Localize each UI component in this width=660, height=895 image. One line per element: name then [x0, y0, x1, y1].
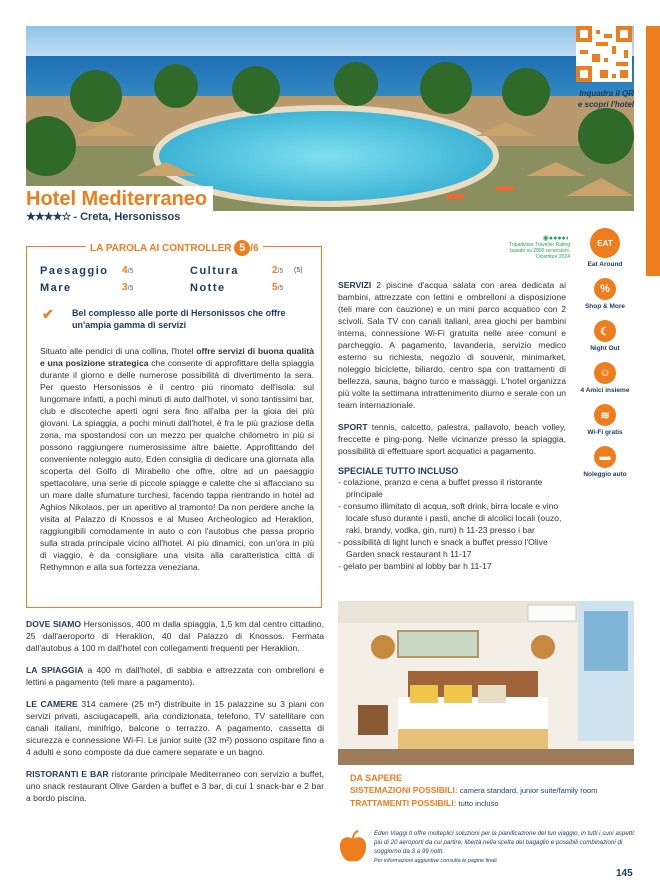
rating-label: Cultura	[190, 264, 239, 277]
camere-paragraph	[26, 698, 324, 758]
controller-heading-text: LA PAROLA AI CONTROLLER	[90, 243, 232, 254]
qr-code[interactable]	[576, 26, 632, 82]
page-number: 145	[616, 868, 633, 879]
star-rating: ★★★★☆	[26, 211, 71, 223]
spiaggia-label: LA SPIAGGIA	[26, 665, 84, 675]
rating-value-max: /5	[277, 285, 284, 292]
friends-icon: ☺	[594, 362, 616, 384]
note-text: Eden Viaggi ti offre molteplici soluzioni per la pianificazione del tuo viaggio, in tutti i suoi aspetti: più di 20 aeroporti da cui partire, libertà nella scelta del bagaglio e possibili combinazioni di soggiorno da 3 a 99 notti.	[374, 830, 636, 855]
camere-label: LE CAMERE	[26, 699, 78, 709]
rating-value	[122, 282, 190, 293]
da-sapere-title: DA SAPERE	[350, 773, 403, 783]
wifi-icon: ≋	[594, 404, 616, 426]
hero-pool-photo	[26, 26, 634, 211]
controller-highlight: Bel complesso alle porte di Hersonissos che offre un'ampia gamma di servizi	[72, 308, 286, 330]
servizi-text: 2 piscine d'acqua salata con area dedicata ai bambini, attrezzate con lettini e ombrelloni a disposizione (teli mare con cauzione) e un mini parco acquatico con 2 scivoli. Sala TV con canali italiani, area giochi per bambini interna, connessione Wi-Fi gratuita nelle aree comuni e parcheggio. A pagamento, lavanderia, servizio medico esterno su richiesta, negozio di souvenir, minimarket, noleggio biciclette, biliardo, centro spa con trattamenti di bellezza, sauna, bagno turco e massaggi. L'hotel organizza più volte la settimana intrattenimento diurno e serale con un team internazionale.	[338, 280, 566, 410]
hotel-location: - Creta, Hersonissos	[73, 211, 181, 223]
ratings-grid	[40, 262, 320, 296]
tripadvisor-bubbles-icon: ◉●●●●◐	[542, 235, 570, 242]
check-icon: ✔	[42, 306, 54, 322]
trattamenti-value: tutto incluso	[456, 799, 499, 808]
dove-siamo-paragraph	[26, 618, 324, 654]
sport-text: tennis, calcetto, palestra, pallavolo, beach volley, freccette e ping-pong. Nelle vicinanze presso la spiaggia, possibilità di effettuare sport acquatici a pagamento.	[338, 422, 566, 456]
sistemazioni-row	[350, 784, 634, 797]
tutto-incluso-title: SPECIALE TUTTO INCLUSO	[338, 466, 459, 476]
servizi-label: SERVIZI	[338, 280, 372, 290]
controller-heading	[86, 240, 263, 256]
controller-score-badge: 5	[234, 240, 250, 256]
spiaggia-paragraph	[26, 664, 324, 688]
rating-value-number: 3	[122, 282, 128, 293]
rating-value-max: /5	[127, 268, 134, 275]
rating-value-number: 5	[272, 282, 278, 293]
qr-caption-line1: Inquadra il QR	[579, 89, 634, 98]
rating-row	[40, 279, 320, 296]
feature-shop	[579, 278, 631, 310]
feature-friends	[579, 362, 631, 394]
rating-extra: (5)	[294, 267, 303, 274]
controller-score-of: /6	[250, 243, 259, 254]
rating-label: Notte	[190, 281, 226, 294]
qr-caption-line2: e scopri l'hotel	[577, 100, 634, 109]
sport-label: SPORT	[338, 422, 368, 432]
features-column	[579, 228, 631, 488]
rating-value-max: /5	[277, 268, 284, 275]
rating-value-max: /5	[127, 285, 134, 292]
trattamenti-label: TRATTAMENTI POSSIBILI:	[350, 798, 457, 808]
apple-icon	[337, 830, 369, 864]
list-item: - possibilità di light lunch e snack a buffet presso l'Olive Garden snack restaurant h 11-17	[338, 537, 548, 559]
spiaggia-text: a 400 m dall'hotel, di sabbia e attrezzata con ombrelloni e lettini a pagamento (teli mare a pagamento).	[26, 665, 325, 687]
list-item: - colazione, pranzo e cena a buffet presso il ristorante principale	[338, 477, 543, 499]
tutto-incluso-list	[338, 476, 566, 572]
dove-siamo-label: DOVE SIAMO	[26, 619, 82, 629]
tripadvisor-rating	[496, 236, 570, 260]
services-column	[338, 279, 566, 572]
list-item: - consumo illimitato di acqua, soft drink, birra locale e vino locale sfuso durante i pasti, anche di alcolici locali (ouzo, raki, brandy, vodka, gin, rum) h 11-23 presso i bar	[338, 501, 562, 535]
list-item: - gelato per bambini al lobby bar h 11-17	[338, 561, 492, 571]
ristoranti-text: ristorante principale Mediterraneo con servizio a buffet, uno snack restaurant Olive Garden a buffet e 3 bar, di cui 1 snack-bar e 2 bar a bordo piscina.	[26, 769, 324, 803]
da-sapere	[350, 772, 634, 810]
hotel-description	[40, 345, 314, 573]
feature-label: Noleggio auto	[583, 471, 627, 478]
servizi-paragraph	[338, 279, 566, 411]
car-icon: ▬	[594, 446, 616, 468]
qr-caption	[560, 88, 634, 110]
eat-around-icon: EAT	[590, 228, 620, 258]
feature-label: Night Out	[590, 345, 620, 352]
rating-label: Mare	[40, 281, 72, 294]
shopping-bag-icon: %	[594, 278, 616, 300]
feature-label: Shop & More	[584, 303, 626, 310]
description-text: che consente di approfittare della spiaggia durante il giorno e delle numerose possibilità di divertimento la sera. Per questo Hersonissos è il centro più rinomato dell'isola: sul lungomare infatti, a pochi minuti di auto dall'hotel, vi sono tantissimi bar, club e discoteche aperti ogni sera fino all'alba per la gioia dei più giovani. La spiaggia, a pochi minuti dall'hotel, è fra le più graziose della zona, ma spostandosi con un mezzo per qualche chilometro in più si possono raggiungere numerosissime altre baiette. Approfittando del conveniente noleggio auto, Eden consiglia di dedicare una giornata alla scoperta del Golfo di Mirabello che offre, oltre ad un paesaggio spettacolare, una serie di piccole spiagge e calette che si affacciano su un mare dalle sfumature turchesi, facendo tappa rientrando in hotel ad Aghios Nikolaos, per un aperitivo al tramonto! Da non perdere anche la visita al Palazzo di Knossos e al Museo Archeologico ad Heraklion, raggiungibili comodamente in auto o con l'autobus che passa proprio sulla strada principale vicino all'hotel. Ai più dinamici, con un'ora in più di viaggio, è da consigliare una visita alla caratteristica città di Rethymnon e alla sua fortezza veneziana.	[40, 358, 315, 572]
ristoranti-paragraph	[26, 768, 324, 804]
moon-icon: ☾	[594, 320, 616, 342]
rating-label: Paesaggio	[40, 264, 109, 277]
room-photo	[338, 601, 634, 765]
eden-note	[374, 829, 636, 866]
tripadvisor-line2: basato su 2890 recensioni, Dicembre 2024	[510, 248, 570, 260]
feature-label: Eat Around	[587, 261, 623, 268]
feature-car-rental	[579, 446, 631, 478]
description-bold: offre servizi di buona qualità e una posizione strategica	[40, 346, 314, 368]
description-text: Situato alle pendici di una collina, l'hotel	[40, 346, 197, 356]
trattamenti-row	[350, 797, 634, 810]
rating-row	[40, 262, 320, 279]
rating-value	[122, 265, 190, 276]
sistemazioni-label: SISTEMAZIONI POSSIBILI:	[350, 785, 458, 795]
feature-label: 4 Amici insieme	[580, 387, 630, 394]
tripadvisor-line1: Tripadvisor Traveller Rating	[509, 242, 570, 248]
sport-paragraph	[338, 421, 566, 457]
rating-value	[272, 265, 294, 276]
rating-value-number: 2	[272, 265, 278, 276]
hotel-details	[26, 618, 324, 814]
hotel-subtitle	[26, 210, 180, 223]
rating-value	[272, 282, 294, 293]
feature-eat-around	[579, 228, 631, 268]
ristoranti-label: RISTORANTI E BAR	[26, 769, 109, 779]
rating-value-number: 4	[122, 265, 128, 276]
hotel-title: Hotel Mediterraneo	[26, 186, 213, 211]
camere-text: 314 camere (25 m²) distribuite in 15 palazzine su 3 piani con servizi privati, asciugacapelli, aria condizionata, telefono, TV satellitare con canali italiani, minifrigo, balcone o terrazzo. A pagamento, cassetta di sicurezza e connessione Wi-Fi. Le junior suite (32 m²) possono ospitare fino a 4 adulti e sono composte da due camere separate e un bagno.	[26, 699, 324, 757]
note-small: Per informazioni aggiuntive consulta le pagine finali.	[374, 858, 499, 864]
feature-night-out	[579, 320, 631, 352]
feature-label: Wi-Fi gratis	[587, 429, 623, 436]
feature-wifi	[579, 404, 631, 436]
section-side-tab	[646, 26, 660, 276]
dove-siamo-text: Hersonissos, 400 m dalla spiaggia, 1,5 km dal centro cittadino, 25 dall'aeroporto di Heraklion, 40 dal Palazzo di Knossos. Fermata dall'autobus a 100 m dall'hotel con collegamenti frequenti per Heraklion.	[26, 619, 324, 653]
sistemazioni-value: camera standard, junior suite/family room	[457, 786, 598, 795]
